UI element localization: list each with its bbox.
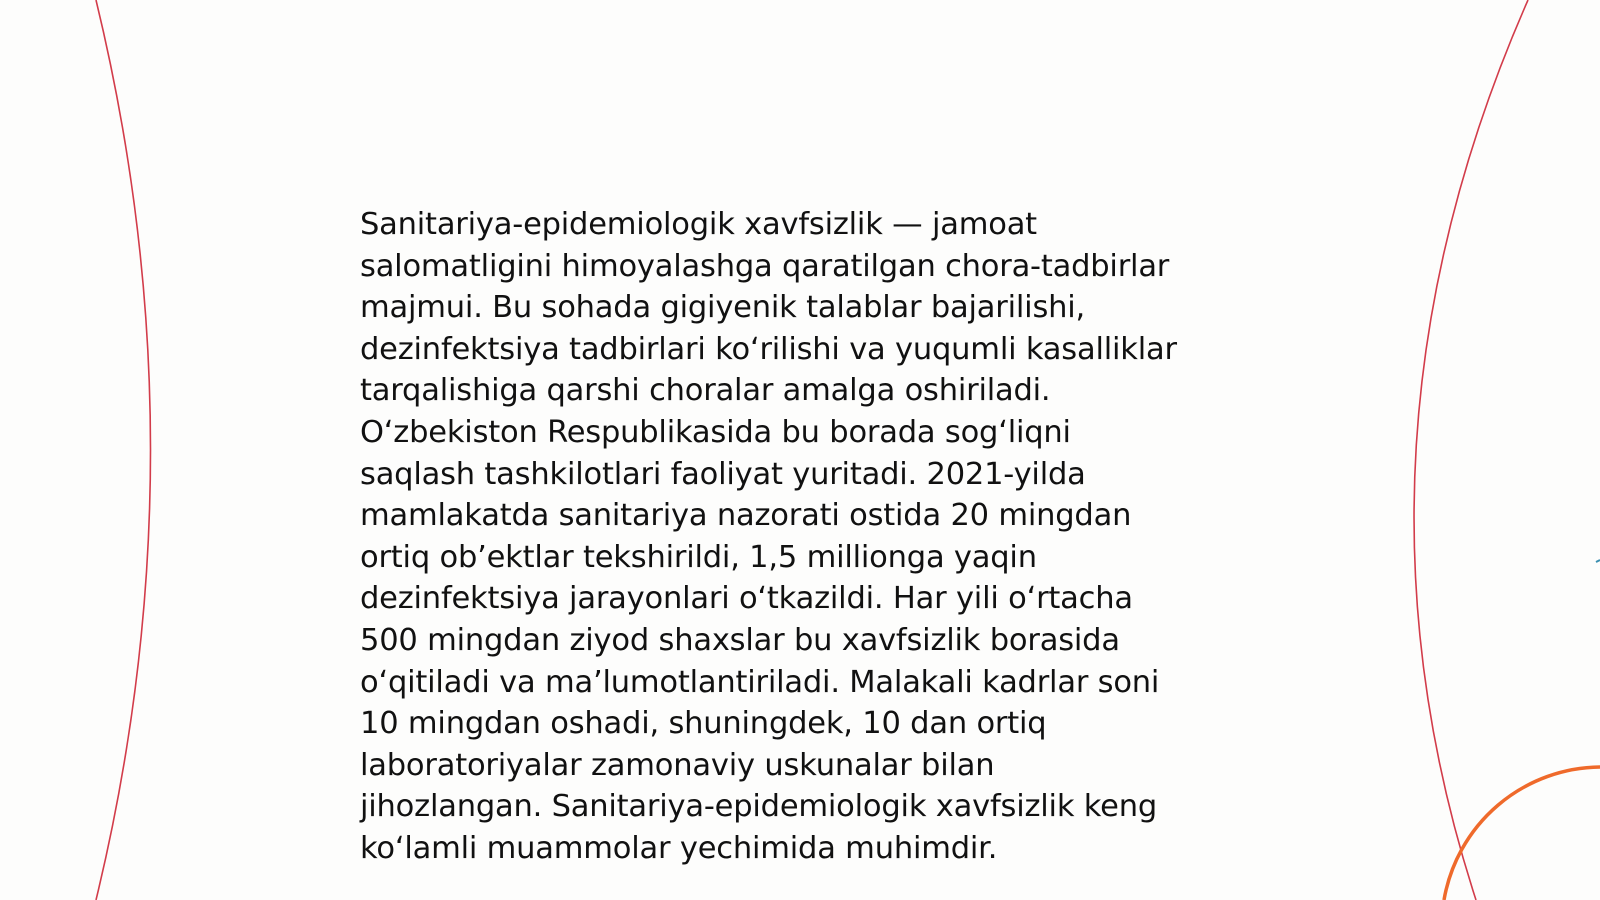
paragraph-line: laboratoriyalar zamonaviy uskunalar bilan [360,747,995,783]
orange-circle-arc [1444,767,1600,900]
paragraph-line: majmui. Bu sohada gigiyenik talablar bajarilishi, [360,290,1086,326]
paragraph-line: dezinfektsiya jarayonlari oʻtkazildi. Har yili oʻrtacha [360,581,1133,617]
paragraph-line: tarqalishiga qarshi choralar amalga oshiriladi. [360,373,1051,409]
paragraph-line: dezinfektsiya tadbirlari koʻrilishi va yuqumli kasalliklar [360,331,1177,367]
right-arc [1414,0,1528,900]
paragraph-line: 10 mingdan oshadi, shuningdek, 10 dan ortiq [360,706,1047,742]
paragraph-line: Oʻzbekiston Respublikasida bu borada sogʻliqni [360,414,1071,450]
paragraph-line: ortiq obʼektlar tekshirildi, 1,5 millionga yaqin [360,539,1037,575]
paragraph-line: oʻqitiladi va maʼlumotlantiriladi. Malakali kadrlar soni [360,664,1160,700]
left-arc [96,0,151,900]
paragraph-line: 500 mingdan ziyod shaxslar bu xavfsizlik borasida [360,622,1120,658]
paragraph-line: salomatligini himoyalashga qaratilgan chora-tadbirlar [360,248,1170,284]
paragraph-line: Sanitariya-epidemiologik xavfsizlik — jamoat [360,207,1037,242]
paragraph-line: saqlash tashkilotlari faoliyat yuritadi. 2021-yilda [360,456,1086,492]
small-mark [1596,560,1600,562]
paragraph-line: koʻlamli muammolar yechimida muhimdir. [360,830,998,866]
paragraph-line: mamlakatda sanitariya nazorati ostida 20 mingdan [360,498,1132,534]
paragraph-line: jihozlangan. Sanitariya-epidemiologik xavfsizlik keng [360,789,1158,825]
body-paragraph [360,204,1260,870]
